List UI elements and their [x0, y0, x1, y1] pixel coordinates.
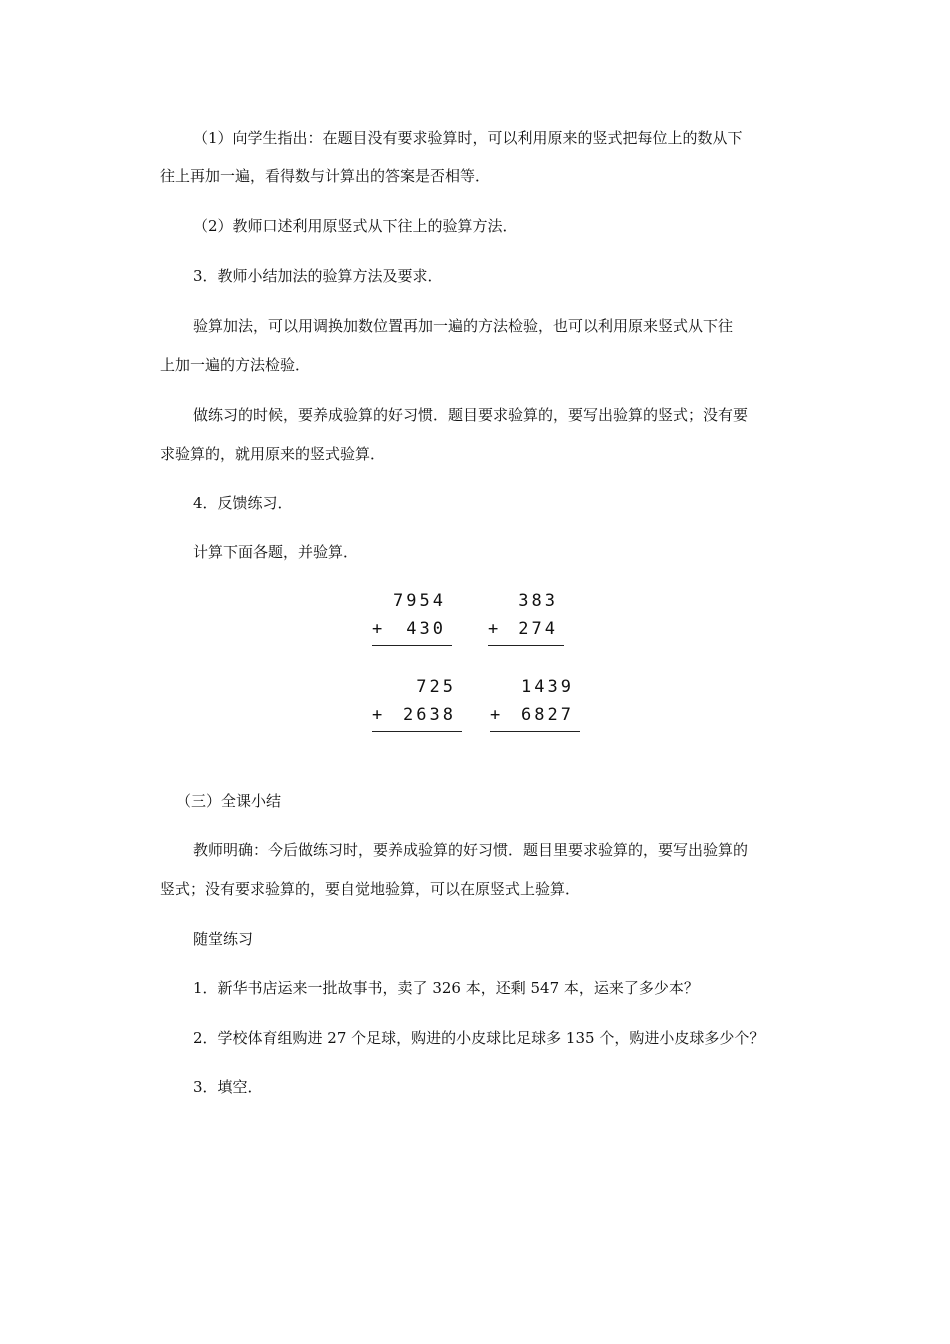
sum-4-bottom: 6827	[521, 705, 574, 725]
sum-2-plus: +	[488, 619, 502, 639]
exercise-2: 2．学校体育组购进 27 个足球，购进的小皮球比足球多 135 个，购进小皮球多少个？	[193, 1029, 765, 1047]
vertical-sum-2	[488, 587, 564, 646]
section-heading-practice: 随堂练习	[193, 930, 254, 948]
paragraph-8a: 教师明确：今后做练习时，要养成验算的好习惯．题目里要求验算的，要写出验算的	[193, 841, 749, 859]
sum-1-top: 7954	[393, 591, 446, 611]
exercise-3: 3．填空．	[193, 1078, 263, 1096]
paragraph-2: （2）教师口述利用原竖式从下往上的验算方法．	[193, 217, 518, 235]
paragraph-6: 4．反馈练习．	[193, 494, 293, 512]
sum-3-line	[372, 731, 462, 732]
paragraph-1b: 往上再加一遍，看得数与计算出的答案是否相等．	[160, 167, 491, 185]
sum-4-line	[490, 731, 580, 732]
paragraph-4a: 验算加法，可以用调换加数位置再加一遍的方法检验，也可以利用原来竖式从下往	[193, 317, 734, 335]
paragraph-8b: 竖式；没有要求验算的，要自觉地验算，可以在原竖式上验算．	[160, 880, 581, 898]
paragraph-5a: 做练习的时候，要养成验算的好习惯．题目要求验算的，要写出验算的竖式；没有要	[193, 406, 749, 424]
section-heading-summary: （三）全课小结	[176, 792, 282, 810]
sum-4-plus: +	[490, 705, 504, 725]
exercise-1: 1．新华书店运来一批故事书，卖了 326 本，还剩 547 本，运来了多少本？	[193, 979, 699, 997]
sum-3-bottom-row	[372, 701, 462, 729]
sum-4-bottom-row	[490, 701, 580, 729]
sum-3-bottom: 2638	[403, 705, 456, 725]
sum-3-plus: +	[372, 705, 386, 725]
sum-2-top: 383	[518, 591, 558, 611]
sum-1-line	[372, 645, 452, 646]
sum-1-bottom-row	[372, 615, 452, 643]
sum-4-top: 1439	[521, 677, 574, 697]
sum-1-plus: +	[372, 619, 386, 639]
paragraph-1a: （1）向学生指出：在题目没有要求验算时，可以利用原来的竖式把每位上的数从下	[193, 129, 743, 147]
vertical-sum-4	[490, 673, 580, 732]
paragraph-5b: 求验算的，就用原来的竖式验算．	[160, 445, 386, 463]
sum-2-bottom: 274	[518, 619, 558, 639]
sum-1-bottom: 430	[406, 619, 446, 639]
sum-2-bottom-row	[488, 615, 564, 643]
sum-2-line	[488, 645, 564, 646]
vertical-sum-3	[372, 673, 462, 732]
paragraph-7: 计算下面各题，并验算．	[193, 543, 359, 561]
paragraph-3: 3．教师小结加法的验算方法及要求．	[193, 267, 443, 285]
paragraph-4b: 上加一遍的方法检验．	[160, 356, 311, 374]
sum-3-top: 725	[416, 677, 456, 697]
vertical-sum-1	[372, 587, 452, 646]
